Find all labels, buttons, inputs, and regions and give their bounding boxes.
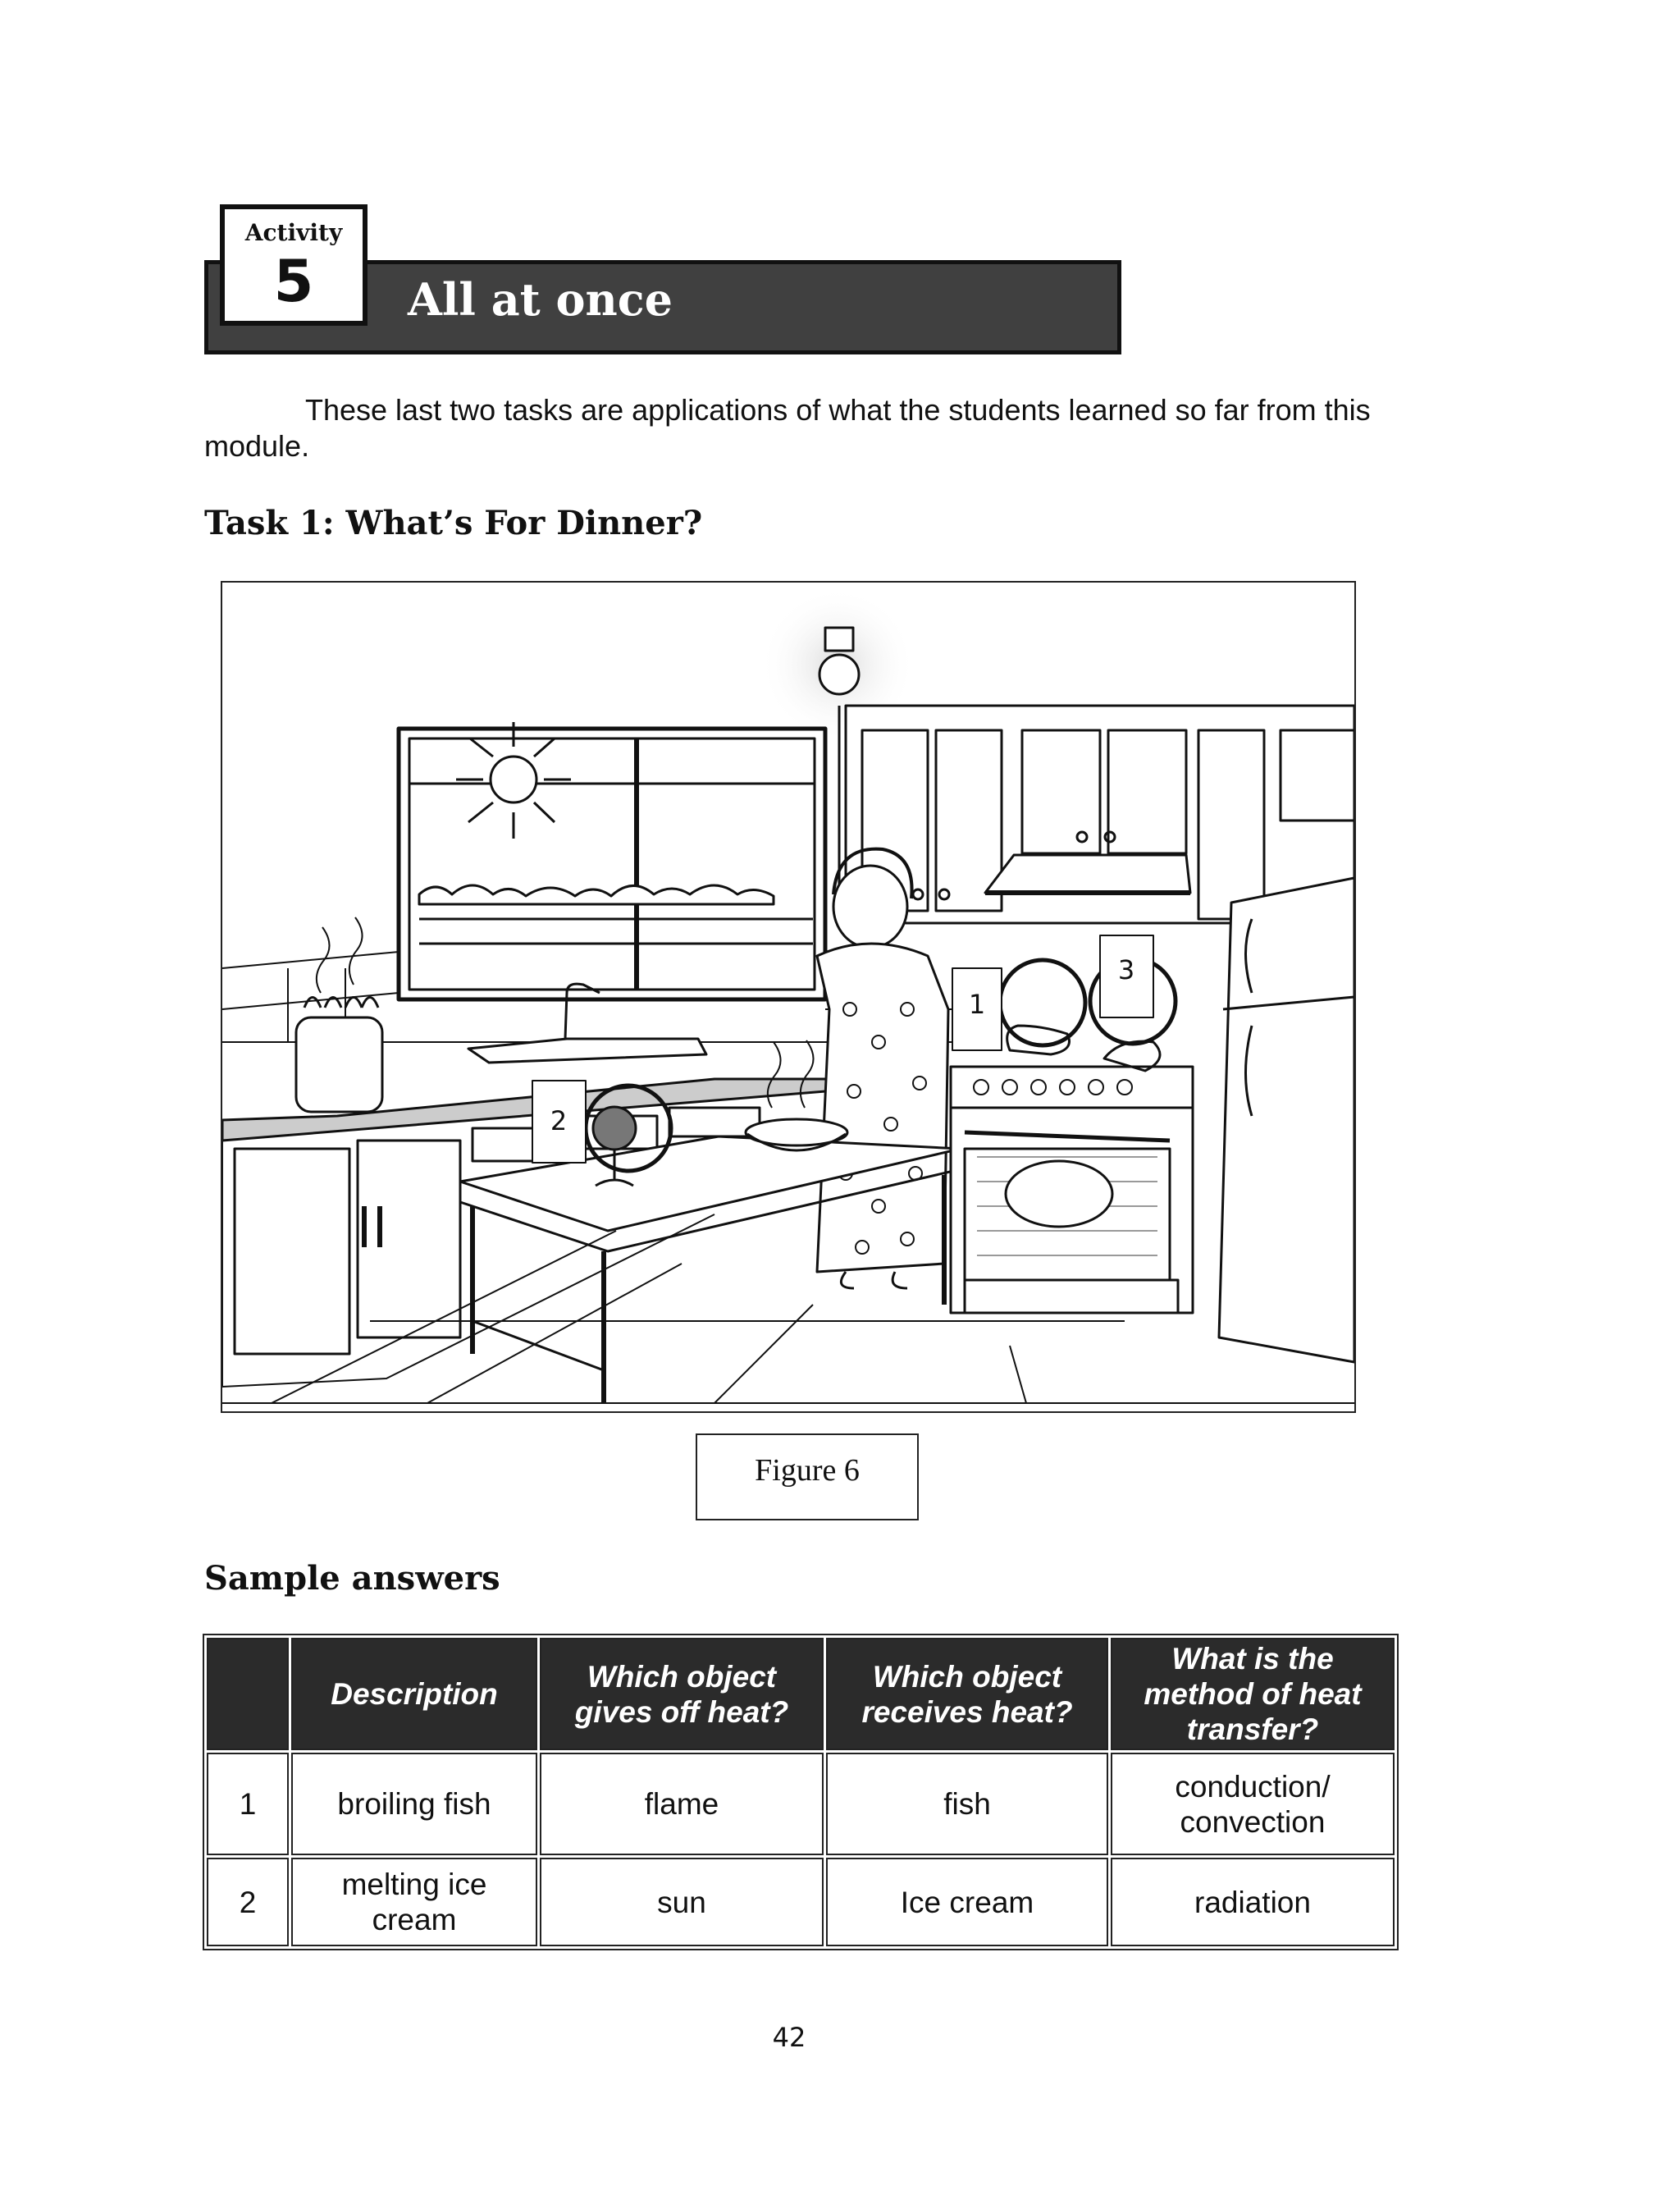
table-header-cell [207, 1638, 289, 1750]
table-cell: melting ice cream [291, 1858, 537, 1946]
table-cell: 2 [207, 1858, 289, 1946]
intro-paragraph [204, 392, 1386, 464]
toaster [296, 917, 382, 1112]
table-header-cell: Which object receives heat? [826, 1638, 1108, 1750]
table-row [207, 1753, 1395, 1855]
window [399, 729, 825, 999]
table-cell: flame [540, 1753, 824, 1855]
marker-circle-1 [1000, 960, 1085, 1045]
marker-label-3 [1100, 935, 1153, 1017]
table-header-cell: Description [291, 1638, 537, 1750]
page-number: 42 [772, 2022, 806, 2053]
stove [951, 1026, 1193, 1313]
table-cell: 1 [207, 1753, 289, 1855]
kitchen-illustration [221, 581, 1356, 1413]
intro-text: These last two tasks are applications of what the students learned so far from this module. [204, 393, 1371, 463]
table-header-row [207, 1638, 1395, 1750]
table-cell: conduction/ convection [1111, 1753, 1395, 1855]
table-header-cell: Which object gives off heat? [540, 1638, 824, 1750]
task-title: Task 1: What’s For Dinner? [204, 504, 703, 542]
marker-label-2 [532, 1081, 586, 1163]
marker-1-text: 1 [968, 989, 986, 1020]
marker-3-text: 3 [1117, 954, 1135, 985]
activity-title: All at once [408, 273, 673, 326]
table-row [207, 1858, 1395, 1946]
table-cell: radiation [1111, 1858, 1395, 1946]
table-header-cell: What is the method of heat transfer? [1111, 1638, 1395, 1750]
sample-answers-table [203, 1634, 1399, 1950]
range-hood [985, 855, 1190, 893]
activity-label: Activity [244, 219, 343, 246]
figure-caption: Figure 6 [696, 1433, 919, 1520]
sample-answers-title: Sample answers [204, 1559, 500, 1598]
table-cell: fish [826, 1753, 1108, 1855]
refrigerator [1219, 878, 1354, 1362]
ceiling-bulb [819, 628, 859, 694]
table-cell: broiling fish [291, 1753, 537, 1855]
marker-label-1 [952, 968, 1002, 1050]
activity-badge [220, 204, 368, 326]
table-cell: sun [540, 1858, 824, 1946]
activity-number: 5 [273, 248, 314, 315]
marker-2-text: 2 [550, 1105, 568, 1136]
table-cell: Ice cream [826, 1858, 1108, 1946]
